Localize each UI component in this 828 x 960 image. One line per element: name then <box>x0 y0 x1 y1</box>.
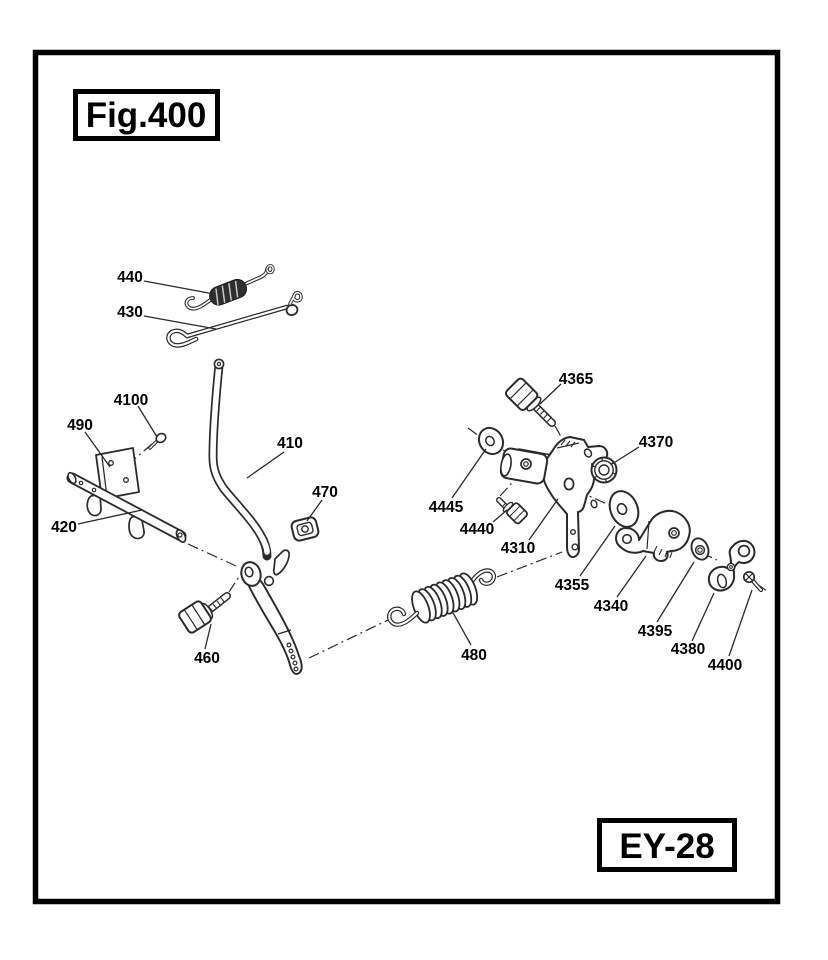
part-410-lever <box>213 359 302 674</box>
part-470-nut <box>290 516 319 541</box>
part-labels <box>51 269 742 674</box>
part-label-460: 460 <box>194 650 220 667</box>
part-480-spring <box>389 571 494 625</box>
part-4355-washer <box>605 487 644 531</box>
part-label-4370: 4370 <box>638 434 674 451</box>
part-4100-screw <box>150 432 168 448</box>
part-label-4355: 4355 <box>554 577 590 594</box>
page-border <box>36 53 778 902</box>
part-label-4400: 4400 <box>707 657 743 674</box>
part-label-480: 480 <box>461 647 487 664</box>
part-label-4365: 4365 <box>558 371 594 388</box>
part-label-4395: 4395 <box>637 623 673 640</box>
spring-coil-body <box>207 277 249 308</box>
part-label-4380: 4380 <box>670 641 706 658</box>
part-4445-washer <box>474 424 507 459</box>
model-box <box>600 821 735 870</box>
part-4370-nut <box>592 458 617 483</box>
model-number: EY-28 <box>619 827 715 866</box>
part-label-4100: 4100 <box>113 392 149 409</box>
part-label-410: 410 <box>277 435 303 452</box>
part-4395-washer <box>688 536 711 562</box>
part-label-4310: 4310 <box>500 540 536 557</box>
part-label-430: 430 <box>117 304 143 321</box>
part-440-spring <box>186 266 273 309</box>
part-label-440: 440 <box>117 269 143 286</box>
part-label-470: 470 <box>312 484 338 501</box>
part-4400-screw <box>744 572 761 590</box>
part-label-490: 490 <box>67 417 93 434</box>
part-label-4440: 4440 <box>459 521 495 538</box>
part-label-4340: 4340 <box>593 598 629 615</box>
figure-number: Fig.400 <box>85 96 207 135</box>
part-label-420: 420 <box>51 519 77 536</box>
part-460-bolt <box>178 596 227 634</box>
part-label-4445: 4445 <box>428 499 464 516</box>
part-4380-bracket <box>709 541 755 591</box>
figure-number-box <box>76 92 218 139</box>
